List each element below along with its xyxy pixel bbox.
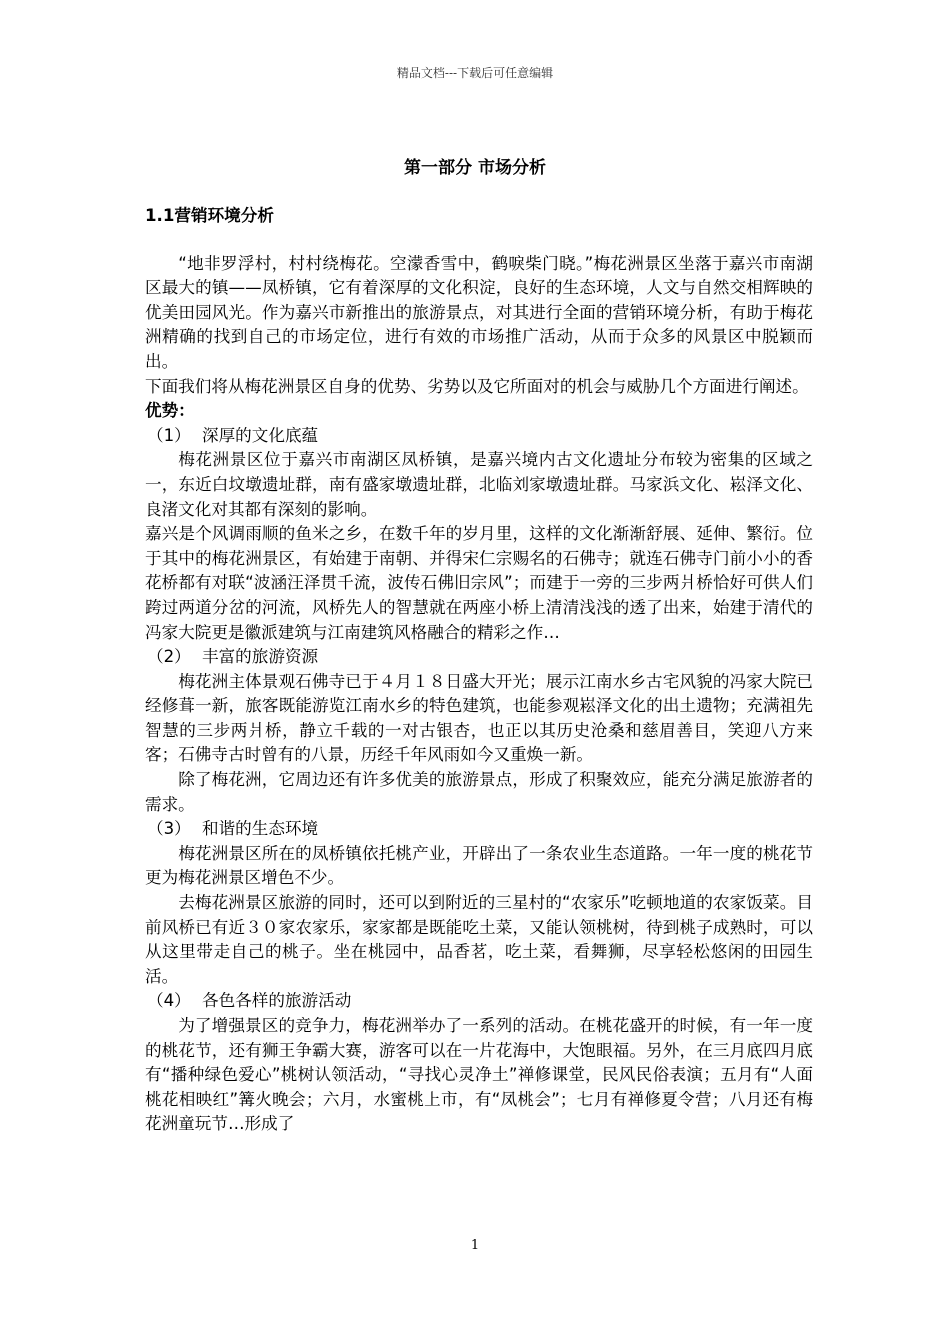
page-header-note: 精品文档---下载后可任意编辑 (396, 66, 554, 80)
body-paragraph: 嘉兴是个风调雨顺的鱼米之乡，在数千年的岁月里，这样的文化渐渐舒展、延伸、繁衍。位于其中的梅花洲景区，有始建于南朝、并得宋仁宗赐名的石佛寺；就连石佛寺门前小小的香花桥都有对联“波涵汪泽贯千流，波传石佛旧宗风”；而建于一旁的三步两爿桥恰好可供人们跨过两道分岔的河流，风桥先人的智慧就在两座小桥上清清浅浅的透了出来，始建于清代的冯家大院更是徽派建筑与江南建筑风格融合的精彩之作… (145, 524, 813, 642)
list-item-activities (145, 989, 813, 1014)
list-item-ecology (145, 817, 813, 842)
item-title: 和谐的生态环境 (202, 819, 319, 839)
body-paragraph: 去梅花洲景区旅游的同时，还可以到附近的三星村的“农家乐”吃顿地道的农家饭菜。目前风桥已有近３０家农家乐，家家都是既能吃土菜，又能认领桃树，待到桃子成熟时，可以从这里带走自己的桃子。坐在桃园中，品香茗，吃土菜，看舞狮，尽享轻松悠闲的田园生活。 (145, 893, 813, 986)
item-title: 深厚的文化底蕴 (202, 425, 319, 445)
item-number: （3） (147, 819, 191, 839)
list-item-resources (145, 645, 813, 670)
item-number: （2） (147, 647, 191, 667)
body-paragraph: 梅花洲主体景观石佛寺已于４月１８日盛大开光；展示江南水乡古宅风貌的冯家大院已经修葺一新，旅客既能游览江南水乡的特色建筑，也能参观崧泽文化的出土遗物；充满祖先智慧的三步两爿桥，静立千载的一对古银杏，也正以其历史沧桑和慈眉善目，笑迎八方来客；石佛寺古时曾有的八景，历经千年风雨如今又重焕一新。 (145, 671, 813, 765)
intro-paragraph-2: 下面我们将从梅花洲景区自身的优势、劣势以及它所面对的机会与威胁几个方面进行阐述。 (145, 376, 809, 396)
document-body (145, 204, 813, 1137)
section-heading: 1.1营销环境分析 (145, 206, 274, 225)
item-title: 丰富的旅游资源 (202, 647, 319, 667)
body-paragraph: 梅花洲景区位于嘉兴市南湖区凤桥镇，是嘉兴境内古文化遗址分布较为密集的区域之一，东近白坟墩遗址群，南有盛家墩遗址群，北临刘家墩遗址群。马家浜文化、崧泽文化、良渚文化对其都有深刻的影响。 (145, 450, 813, 519)
item-number: （4） (147, 991, 191, 1011)
page-title: 第一部分 市场分析 (404, 158, 546, 178)
page-number: 1 (470, 1238, 480, 1253)
strengths-label: 优势： (145, 401, 195, 421)
item-title: 各色各样的旅游活动 (202, 991, 352, 1011)
body-paragraph: 为了增强景区的竞争力，梅花洲举办了一系列的活动。在桃花盛开的时候，有一年一度的桃花节，还有狮王争霸大赛，游客可以在一片花海中，大饱眼福。另外，在三月底四月底有“播种绿色爱心”桃树认领活动，“寻找心灵净土”禅修课堂，民风民俗表演；五月有“人面桃花相映红”篝火晚会；六月，水蜜桃上市，有“凤桃会”；七月有禅修夏令营；八月还有梅花洲童玩节…形成了 (145, 1016, 813, 1134)
list-item-culture (145, 424, 813, 449)
body-paragraph: 梅花洲景区所在的凤桥镇依托桃产业，开辟出了一条农业生态道路。一年一度的桃花节更为梅花洲景区增色不少。 (145, 843, 813, 888)
body-paragraph: 除了梅花洲，它周边还有许多优美的旅游景点，形成了积聚效应，能充分满足旅游者的需求。 (145, 770, 813, 814)
intro-paragraph: “地非罗浮村，村村绕梅花。空濛香雪中，鹤唳柴门晓。”梅花洲景区坐落于嘉兴市南湖区最大的镇——凤桥镇，它有着深厚的文化积淀，良好的生态环境，人文与自然交相辉映的优美田园风光。作为嘉兴市新推出的旅游景点，对其进行全面的营销环境分析，有助于梅花洲精确的找到自己的市场定位，进行有效的市场推广活动，从而于众多的风景区中脱颖而出。 (145, 253, 813, 371)
item-number: （1） (147, 425, 191, 445)
